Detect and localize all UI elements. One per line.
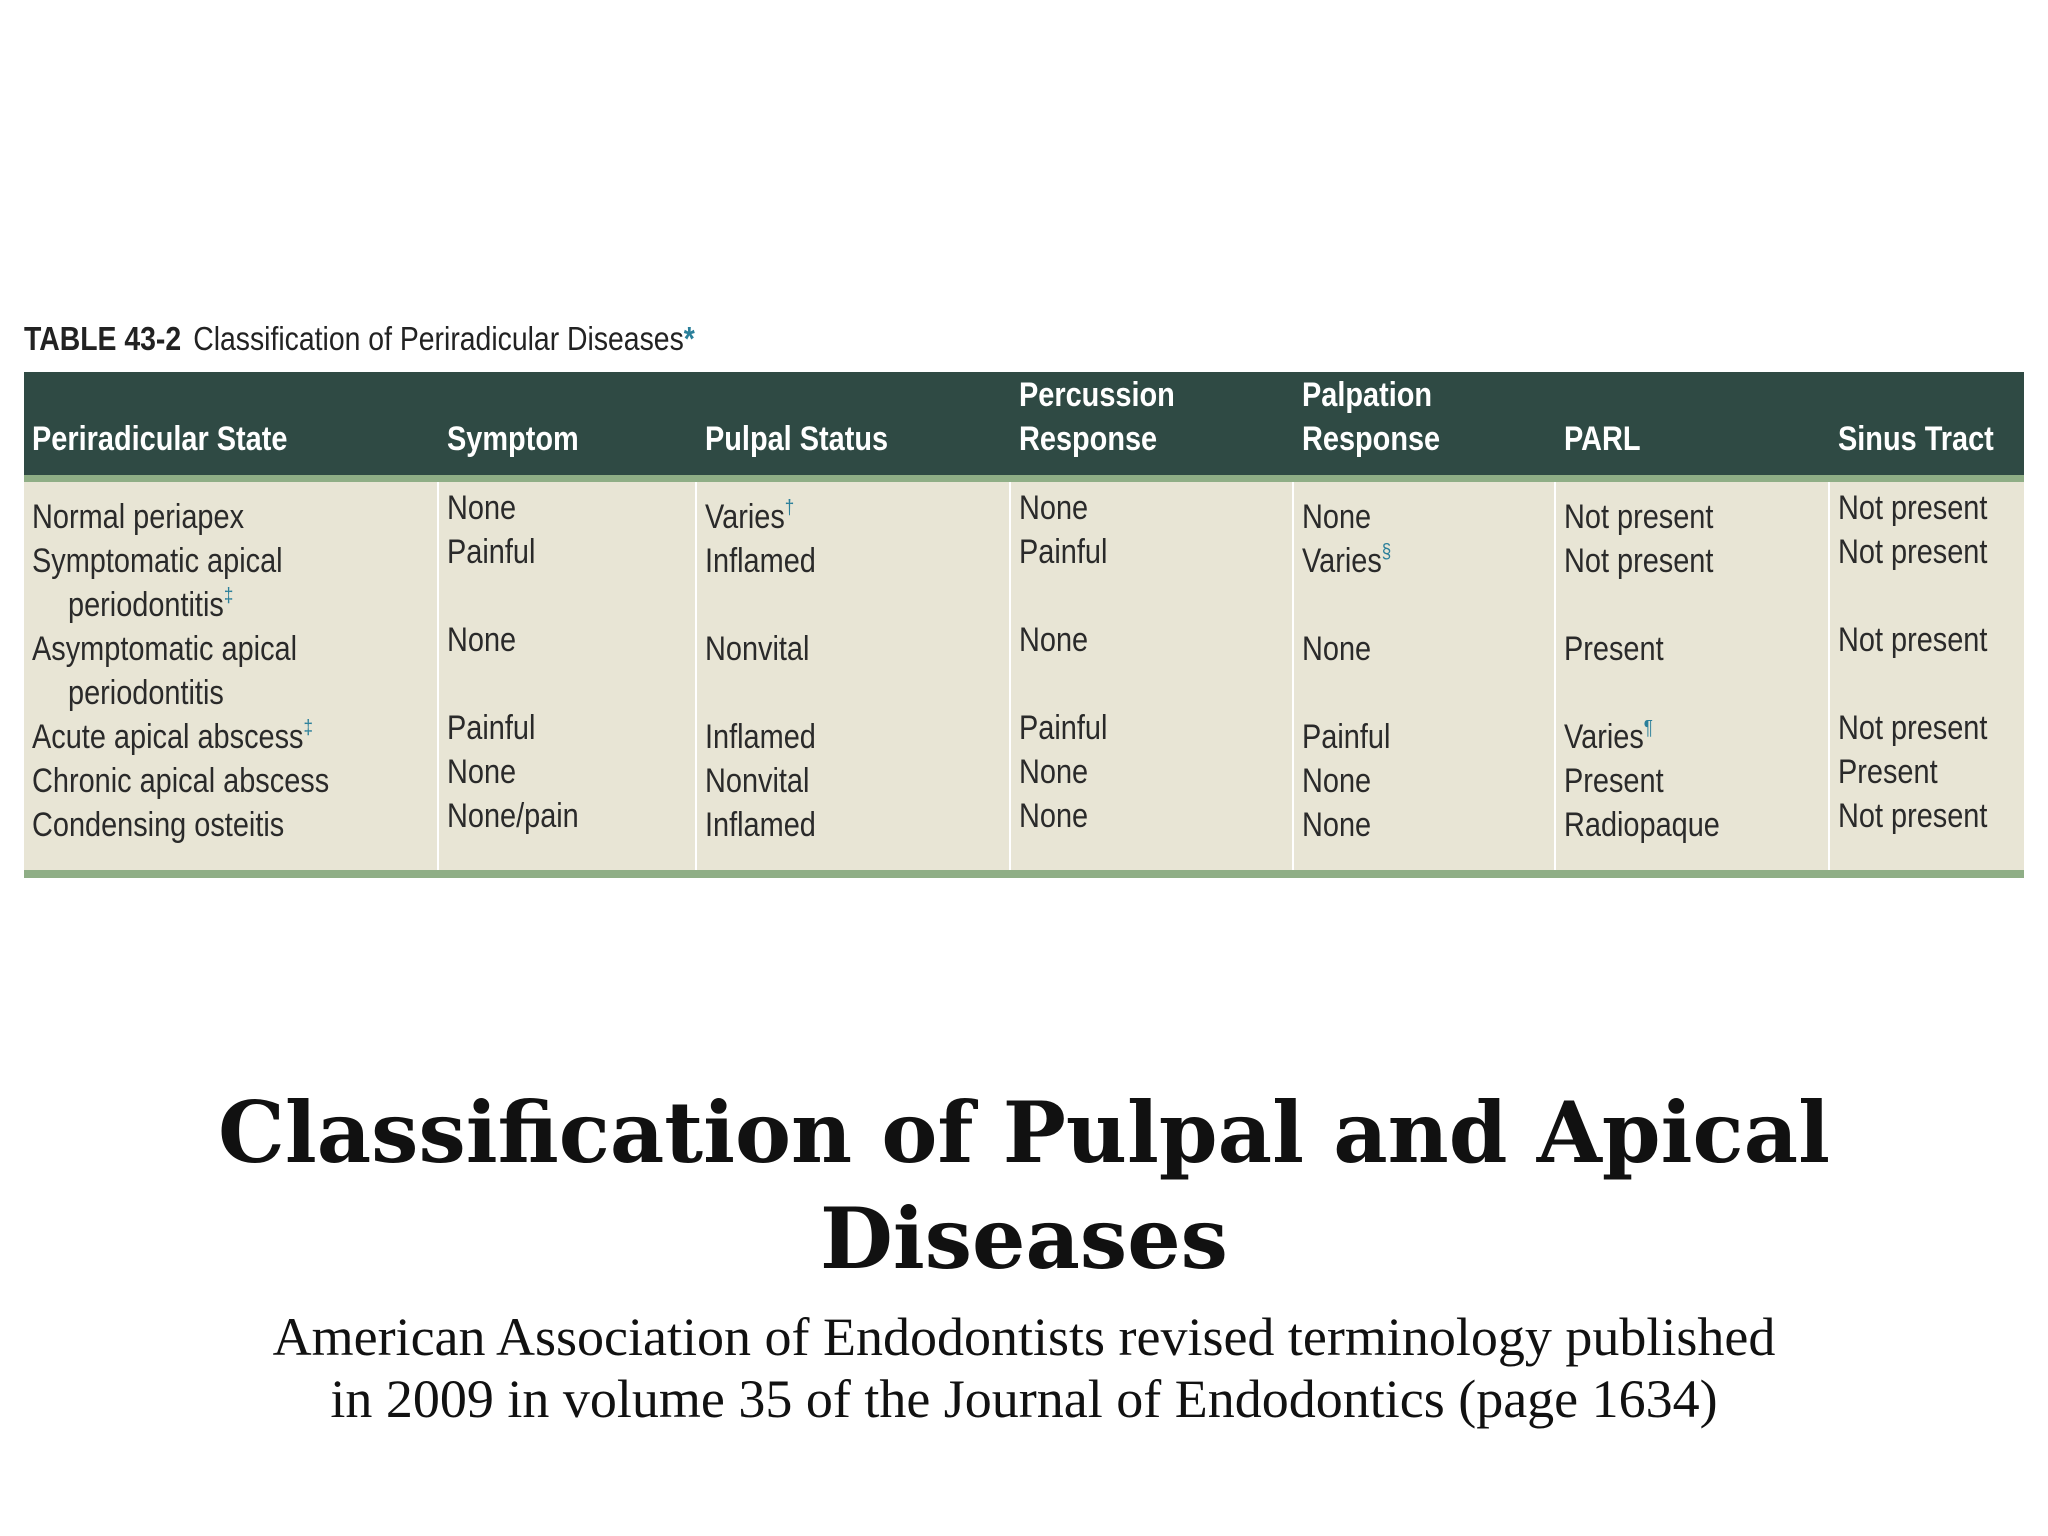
table-cell-parl: Varies¶: [1564, 717, 1653, 756]
table-bottom-rule: [24, 870, 2024, 878]
column-divider: [1292, 482, 1294, 870]
table-cell-palpation: None: [1302, 762, 1372, 800]
table-cell-symptom: None: [447, 621, 517, 659]
table-caption-text: Classification of Periradicular Diseases: [193, 320, 684, 357]
table-cell-percussion: None: [1019, 621, 1089, 659]
table-number: TABLE 43-2: [24, 320, 182, 357]
table-cell-percussion: Painful: [1019, 709, 1108, 747]
column-divider: [1009, 482, 1011, 870]
header-symptom: Symptom: [447, 420, 579, 458]
column-divider: [695, 482, 697, 870]
table-cell-palpation: None: [1302, 806, 1372, 844]
table-cell-pulpal: Inflamed: [705, 718, 816, 756]
table-cell-sinus: Not present: [1838, 709, 1988, 747]
header-palpation-line2: Response: [1302, 420, 1441, 458]
slide-subtitle: [0, 1306, 2048, 1430]
table-cell-parl: Not present: [1564, 542, 1714, 580]
table-cell-state: Acute apical abscess‡: [32, 717, 313, 756]
column-divider: [1554, 482, 1556, 870]
table-cell-sinus: Present: [1838, 753, 1938, 791]
classification-table: [24, 372, 2024, 878]
table-cell-parl: Present: [1564, 630, 1664, 668]
table-cell-state: Asymptomatic apical: [32, 630, 298, 668]
table-cell-pulpal: Nonvital: [705, 630, 810, 668]
table-caption: [24, 320, 695, 358]
slide-subtitle-line1: American Association of Endodontists revised terminology published: [272, 1307, 1776, 1367]
table-cell-percussion: None: [1019, 753, 1089, 791]
header-periradicular-state: Periradicular State: [32, 420, 288, 458]
slide-title-line1: Classification of Pulpal and Apical: [217, 1083, 1831, 1182]
header-pulpal-status: Pulpal Status: [705, 420, 889, 458]
table-cell-pulpal: Inflamed: [705, 542, 816, 580]
table-cell-parl: Not present: [1564, 498, 1714, 536]
table-cell-sinus: Not present: [1838, 489, 1988, 527]
table-cell-pulpal: Nonvital: [705, 762, 810, 800]
table-cell-sinus: Not present: [1838, 533, 1988, 571]
table-cell-pulpal: Varies†: [705, 497, 795, 536]
slide-subtitle-line2: in 2009 in volume 35 of the Journal of Endodontics (page 1634): [330, 1369, 1718, 1429]
slide-title: [0, 1080, 2048, 1292]
table-cell-pulpal: Inflamed: [705, 806, 816, 844]
header-percussion-line2: Response: [1019, 420, 1158, 458]
table-cell-state: Chronic apical abscess: [32, 762, 330, 800]
table-cell-sinus: Not present: [1838, 797, 1988, 835]
header-sinus-tract: Sinus Tract: [1838, 420, 1994, 458]
table-cell-state: Symptomatic apical: [32, 542, 283, 580]
table-cell-percussion: None: [1019, 489, 1089, 527]
table-cell-palpation: Varies§: [1302, 541, 1392, 580]
table-cell-symptom: None/pain: [447, 797, 579, 835]
table-cell-state: Condensing osteitis: [32, 806, 285, 844]
table-header: [24, 372, 2024, 482]
table-cell-symptom: Painful: [447, 709, 536, 747]
table-cell-state: Normal periapex: [32, 498, 245, 536]
table-cell-symptom: None: [447, 489, 517, 527]
table-cell-parl: Present: [1564, 762, 1664, 800]
table-cell-symptom: None: [447, 753, 517, 791]
table-cell-palpation: None: [1302, 498, 1372, 536]
table-cell-palpation: None: [1302, 630, 1372, 668]
table-cell-sinus: Not present: [1838, 621, 1988, 659]
table-cell-percussion: None: [1019, 797, 1089, 835]
header-percussion-line1: Percussion: [1019, 376, 1175, 414]
caption-footnote-marker: *: [683, 320, 695, 357]
column-divider: [437, 482, 439, 870]
table-cell-parl: Radiopaque: [1564, 806, 1720, 844]
table-cell-state-continued: periodontitis: [68, 674, 224, 712]
table-cell-percussion: Painful: [1019, 533, 1108, 571]
table-cell-palpation: Painful: [1302, 718, 1391, 756]
slide-title-line2: Diseases: [820, 1189, 1228, 1288]
header-palpation-line1: Palpation: [1302, 376, 1433, 414]
table-cell-state-continued: periodontitis‡: [68, 585, 234, 624]
header-parl: PARL: [1564, 420, 1641, 458]
table-cell-symptom: Painful: [447, 533, 536, 571]
column-divider: [1828, 482, 1830, 870]
